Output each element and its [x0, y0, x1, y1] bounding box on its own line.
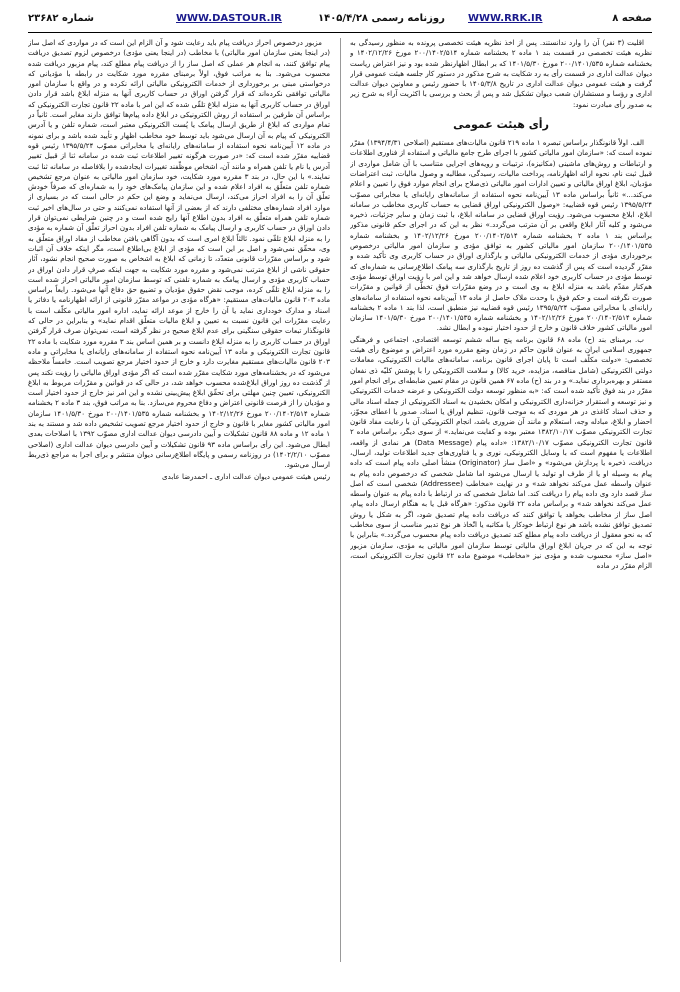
dastour-site-link[interactable]: WWW.DASTOUR.IR	[176, 13, 282, 24]
gazette-date: روزنامه رسمی ۱۴۰۵/۴/۲۸	[318, 13, 445, 24]
signature-line: رئیس هیئت عمومی دیوان عدالت اداری ـ احمدرضا عابدی	[162, 472, 330, 482]
rrk-site-link[interactable]: WWW.RRK.IR	[468, 13, 543, 24]
left-column	[28, 38, 330, 962]
column-divider	[340, 38, 341, 962]
ruling-paragraph-continued: مزبور درخصوص احراز دریافت پیام باید رعایت شود و آن الزام این است که در مواردی که اصل ساز (در اینجا یعنی سازمان امور مالیاتی) با مخاطب (در اینجا یعنی مؤدی) درخصوص لزوم تصدیق دریافت پیام توافق کنند، به انجام هر عملی که اصل ساز را از دریافت پیام مطلع کند، پیام مزبور دریافت شده محسوب می‌شود. بنا به مراتب فوق، اولاً برمبنای مقرره مورد شکایت در رابطه با مؤدیانی که درخواستی مبنی بر برخورداری از خدمات الکترونیکی مالیاتی ارائه نکرده و در واقع با سازمان امور مالیاتی توافقی نکرده‌اند که قرار گرفتن اوراق در حساب کاربری آنها به منزله ابلاغ باشد قرار دادن اوراق در حساب کاربری آنها به منزله ابلاغ تلقّی شده که این امر با ماده ۲۲ قانون تجارت الکترونیکی که براساس آن طرفین بر استفاده از روش الکترونیکی در ابلاغ داده پیام‌ها توافق دارند مغایر است. ثانیاً در تمام مواردی که ابلاغ از طریق ارسال پیامک یا پُست الکترونیکی معتبر است، شماره تلفن و یا آدرس الکترونیکی که پیام به آن ارسال می‌شود باید توسط خود مخاطب اظهار و تأیید شده باشد و برای نمونه در ماده ۱۲ آیین‌نامه نحوه استفاده از سامانه‌های رایانه‌ای یا مخابراتی مصوّب ۱۳۹۵/۵/۲۴ رئیس قوه قضاییه مقرّر شده است که: «در صورت هرگونه تغییر اطلاعات ثبت شده در سامانه ثنا از قبیل تغییر آدرس یا نام یا تلفن همراه و مانند آن، اشخاص موظّفند تغییرات ایجادشده را بلافاصله در سامانه ثنا ثبت نمایند.» با این حال، در بند ۳ مقرره مورد شکایت، خود سازمان امور مالیاتی به عنوان مرجع تشخیص شماره تلفن متعلّق به افراد اعلام شده و این سازمان پیامک‌های خود را به شماره‌ای که صرفاً خودش تعلّق آن را به افراد احراز می‌کند، ارسال می‌نماید و وضع این حکم در حالی است که در بسیاری از موارد افراد شماره‌های مختلفی دارند که از بعضی از آنها استفاده نمی‌کنند و حتی در سال‌های اخیر ثبت شماره تلفن همراه متعلّق به افراد بدون اطلاع آنها رایج شده است و در چنین شرایطی نمی‌توان قرار دادن اوراق در حساب کاربری و ارسال پیامک به شماره تلفن افراد بدون احراز تعلّق آن شماره به مؤدی را به منزله ابلاغ تلقّی نمود. ثالثاً ابلاغ امری است که بدون آگاهی یافتن مخاطب از مفاد اوراق متعلّق به وی، محقّق نمی‌شود و اصل بر این است که مؤدی از ابلاغ بی‌اطلاع است، مگر اینکه خلاف آن اثبات شود و براساس مقرّرات قانونی متعدّد، تا زمانی که ابلاغ به اشخاص به صورت صحیح انجام نشود، آثار حقوقی ناشی از ابلاغ مترتب نمی‌شود و مقرره مورد شکایت به جهت اینکه صرفِ قرار دادن اوراق در حساب کاربری مؤدی و ارسال پیامک به شماره تلفنی که توسط سازمان امور مالیاتی احراز شده است را به منزله ابلاغ تلقّی کرده، موجب نقض حقوق مؤدیان و تضییع حق دفاع آنها می‌شود. رابعاً براساس ماده ۲۰۳ قانون مالیات‌های مستقیم: «هرگاه مؤدی در مواعد مقرّر قانونی از ارائه اظهارنامه یا دفاتر یا اسناد و مدارک خودداری نماید یا آن را خارج از موعد ارائه نماید، اداره امور مالیاتی مکلّف است با رعایت مقرّرات این قانون نسبت به تعیین و ابلاغ مالیات متعلّق اقدام نماید» و بنابراین در حالی که قانونگذار تبعات حقوقی سنگینی برای عدم ابلاغ صحیح در نظر گرفته است، نمی‌توان صرف قرار گرفتن اوراق در حساب کاربری را به منزله ابلاغ دانست و بر همین اساس بند ۳ مقرره مورد شکایت با ماده ۲۲ قانون تجارت الکترونیکی و ماده ۱۳ آیین‌نامه نحوه استفاده از سامانه‌های رایانه‌ای یا مخابراتی و ماده ۲۰۳ قانون مالیات‌های مستقیم مغایرت دارد و خارج از حدود اختیار مرجع تصویب است. خامساً ملاحظه می‌شود که در بخشنامه‌های مورد شکایت مقرّر شده است که اگر مؤدی اوراق مالیاتی را رؤیت نکند پس از گذشت ده روز اوراق ابلاغ‌شده محسوب خواهد شد، در حالی که در قوانین و مقرّرات مربوط به ابلاغ الکترونیکی، تعیین چنین مهلتی برای تحقّق ابلاغ پیش‌بینی نشده و این امر نیز خارج از حدود اختیار است و مؤدیان را از فرصت قانونی اعتراض و دفاع محروم می‌سازد. بنا به مراتب فوق، بند ۳ ماده ۲ بخشنامه شماره ۲۰۰/۱۴۰۲/۵۱۴ مورخ ۱۴۰۲/۱۲/۲۶ و بخشنامه شماره ۲۰۰/۱۴۰۱/۵۳۵ مورخ ۱۴۰۱/۵/۳۰ سازمان امور مالیاتی کشور مغایر با قانون و خارج از حدود اختیار مرجع تصویب تشخیص داده شد و مستند به بند ۱ ماده ۱۲ و ماده ۸۸ قانون تشکیلات و آیین دادرسی دیوان عدالت اداری مصوّب ۱۳۹۲ با اصلاحات بعدی ابطال می‌شود. این رأی براساس ماده ۹۳ قانون تشکیلات و آیین دادرسی دیوان عدالت اداری (اصلاحی مصوّب ۱۴۰۲/۲/۱۰) در روزنامه رسمی و پایگاه اطلاع‌رسانی دیوان منتشر و برای اجرا به مراجع ذی‌ربط ارسال می‌شود.	[28, 38, 330, 470]
ruling-paragraph-b: ب. برمبنای بند (ح) ماده ۶۸ قانون برنامه پنج ساله ششم توسعه اقتصادی، اجتماعی و فرهنگی جمهوری اسلامی ایران به عنوان قانون حاکم در زمان وضع مقرره مورد اعتراض و موضوع رأی هیئت تخصصی: «دولت مکلّف است تا پایان اجرای قانون برنامه، سامانه‌های مالیات الکترونیکی، معاملات دولتی الکترونیکی (شامل مناقصه، مزایده، خرید کالا) و سلامت الکترونیکی را با پوشش کلیّه ذی نفعان مستقر و بهره‌برداری نماید.» و در بند (ح) ماده ۶۷ همین قانون در مقام تعیین ضابطه‌ای برای انجام امور مقرّر در بند فوق تأکید شده است که: «به منظور توسعه دولت الکترونیکی و عرضه خدمات الکترونیکی و نیز توسعه و استقرار خزانه‌داری الکترونیکی و امکان بخشیدن به اسناد الکترونیکی از جمله اسناد مالی و حذف اسناد کاغذی در هر موردی که به موجب قانون، تنظیم اوراق یا اسناد، صدور یا اعطای مجوّز، احضار و ابلاغ، مبادله وجه، استعلام و مانند آن ضروری باشد، انجام الکترونیکی آن با رعایت مفاد قانون تجارت الکترونیکی مصوّب ۱۳۸۲/۱۰/۱۷ معتبر بوده و کفایت می‌نماید.» از سوی دیگر، براساس ماده ۲ قانون تجارت الکترونیکی مصوّب ۱۳۸۲/۱۰/۱۷: «داده پیام (Data Message) هر نمادی از واقعه، اطلاعات یا مفهوم است که با وسایل الکترونیکی، نوری و یا فناوری‌های جدید اطلاعات تولید، ارسال، دریافت، ذخیره یا پردازش می‌شود» و «اصل ساز (Originator) منشأ اصلی داده پیام است که داده پیام به وسیله او یا از طرف او تولید یا ارسال می‌شود اما شامل شخصی که درخصوص داده پیام به عنوان واسطه عمل می‌کند نخواهد شد» و در نهایت «مخاطب (Addressee) شخصی است که اصل ساز قصد دارد وی داده پیام را دریافت کند. اما شامل شخصی که در ارتباط با داده پیام به عنوان واسطه عمل می‌کند نخواهد شد» و براساس ماده ۲۲ قانون مذکور: «هرگاه قبل یا به هنگام ارسال داده پیام، اصل ساز از مخاطب بخواهد یا توافق کنند که دریافت داده پیام تصدیق شود، اگر به شکل یا روش تصدیق توافق نشده باشد هر نوع ارتباط خودکار یا مکاتبه یا اتّخاذ هر نوع تدبیر مناسب از سوی مخاطب که به نحو معقول از دریافت داده پیام مطلع کند تصدیق دریافت داده پیام محسوب می‌گردد.» بنابراین با توجه به این که در جریان ابلاغ اوراق مالیاتی توسط سازمان امور مالیاتی به مؤدی، سازمان مزبور «اصل ساز» محسوب شده و مؤدی نیز «مخاطب» موضوع ماده ۲۲ قانون تجارت الکترونیکی است، الزام مقرّر در ماده	[350, 334, 652, 571]
ruling-paragraph-a: الف. اولاً قانونگذار براساس تبصره ۱ ماده ۲۱۹ قانون مالیات‌های مستقیم (اصلاحی ۱۳۹۴/۴/۳۱) مقرّر نموده است که: «سازمان امور مالیاتی کشور با اجرای طرح جامع مالیاتی و استفاده از فناوری اطلاعات و ارتباطات و روش‌های ماشینی (مکانیزه)، ترتیبات و رویه‌های اجرایی متناسب با آن شامل مواردی از قبیل ثبت نام، نحوه ارائه اظهارنامه، پرداخت مالیات، رسیدگی، مطالبه و وصول مالیات، ثبت اعتراضات مؤدیان، ابلاغ اوراق مالیاتی و تعیین ادارات امور مالیاتی ذی‌صلاح برای انجام موارد فوق را تعیین و اعلام می‌کند...» ثانیاً براساس ماده ۱۳ آیین‌نامه نحوه استفاده از سامانه‌های رایانه‌ای یا مخابراتی مصوّب ۱۳۹۵/۵/۲۴ رئیس قوه قضاییه: «وصول الکترونیکی اوراق قضایی به حساب کاربری مخاطب در سامانه ابلاغ، ابلاغ محسوب می‌شود. رؤیت اوراق قضایی در سامانه ابلاغ، با ثبت زمان و سایر جزئیات، ذخیره می‌شود و کلیه آثار ابلاغ واقعی بر آن مترتب می‌گردد.» نظر به این که در اجرای حکم قانونی مذکور براساس بند ۱ ماده ۲ بخشنامه شماره ۲۰۰/۱۴۰۲/۵۱۴ مورخ ۱۴۰۲/۱۲/۲۶ و بخشنامه شماره ۲۰۰/۱۴۰۱/۵۳۵ سازمان امور مالیاتی کشور به توافق مؤدی و سازمان امور مالیاتی درخصوص برخورداری مؤدی از خدمات الکترونیکی مالیاتی و بارگذاری اوراق در حساب کاربری وی تأکید شده و مقرّر گردیده است که پس از گذشت ده روز از تاریخ بارگذاری سه پیامک اطلاع‌رسانی به شماره‌ای که توسط مؤدی در حساب کاربری خود اعلام شده ارسال خواهد شد و این امر با رؤیت اوراق توسط مؤدی هم‌کنار مقدّم باشد به منزله ابلاغ به وی است و در وضع مقرّرات فوق تخطّی از قوانین و مقرّرات صورت نگرفته است و حکم فوق با وحدت ملاک حاصل از ماده ۱۳ آیین‌نامه نحوه استفاده از سامانه‌های رایانه‌ای یا مخابراتی مصوّب ۱۳۹۵/۵/۲۴ رئیس قوه قضاییه نیز منطبق است، لذا بند ۱ ماده ۲ بخشنامه شماره ۲۰۰/۱۴۰۲/۵۱۴ مورخ ۱۴۰۲/۱۲/۲۶ و بخشنامه شماره ۲۰۰/۱۴۰۱/۵۳۵ مورخ ۱۴۰۱/۵/۳۰ سازمان امور مالیاتی کشور خلاف قانون و خارج از حدود اختیار نبوده و ابطال نشد.	[350, 138, 652, 333]
page-header	[28, 10, 652, 30]
issue-number: شماره ۲۳۶۸۲	[28, 13, 94, 24]
header-divider	[28, 32, 652, 33]
right-column	[350, 38, 652, 962]
intro-paragraph: اقلیت (۳ نفر) آن را وارد ندانستند. پس از اخذ نظریه هیئت تخصصی پرونده به منظور رسیدگی به نظریه هیئت تخصصی در قسمت بند ۱ ماده ۲ بخشنامه شماره ۲۰۰/۱۴۰۲/۵۱۴ مورخ ۱۴۰۲/۱۲/۲۶ و بخشنامه شماره ۲۰۰/۱۴۰۱/۵۳۵ مورخ ۱۴۰۱/۵/۳۰ که بر ابطال اظهارنظر شده بود و نیز اعتراض ریاست دیوان عدالت اداری در قسمت رأی به رد شکایت به شرح مذکور در دستور کار جلسه هیئت عمومی قرار گرفت و هیئت عمومی دیوان عدالت اداری در تاریخ ۱۴۰۵/۳/۸ با حضور رئیس و معاونین دیوان عدالت اداری و رؤسا و مستشاران شعب دیوان تشکیل شد و پس از بحث و بررسی با اکثریت آراء به شرح زیر به صدور رأی مبادرت نمود:	[350, 38, 652, 109]
ruling-title: رأی هیئت عمومی	[453, 118, 549, 132]
page-number: صفحه ۸	[612, 13, 652, 24]
